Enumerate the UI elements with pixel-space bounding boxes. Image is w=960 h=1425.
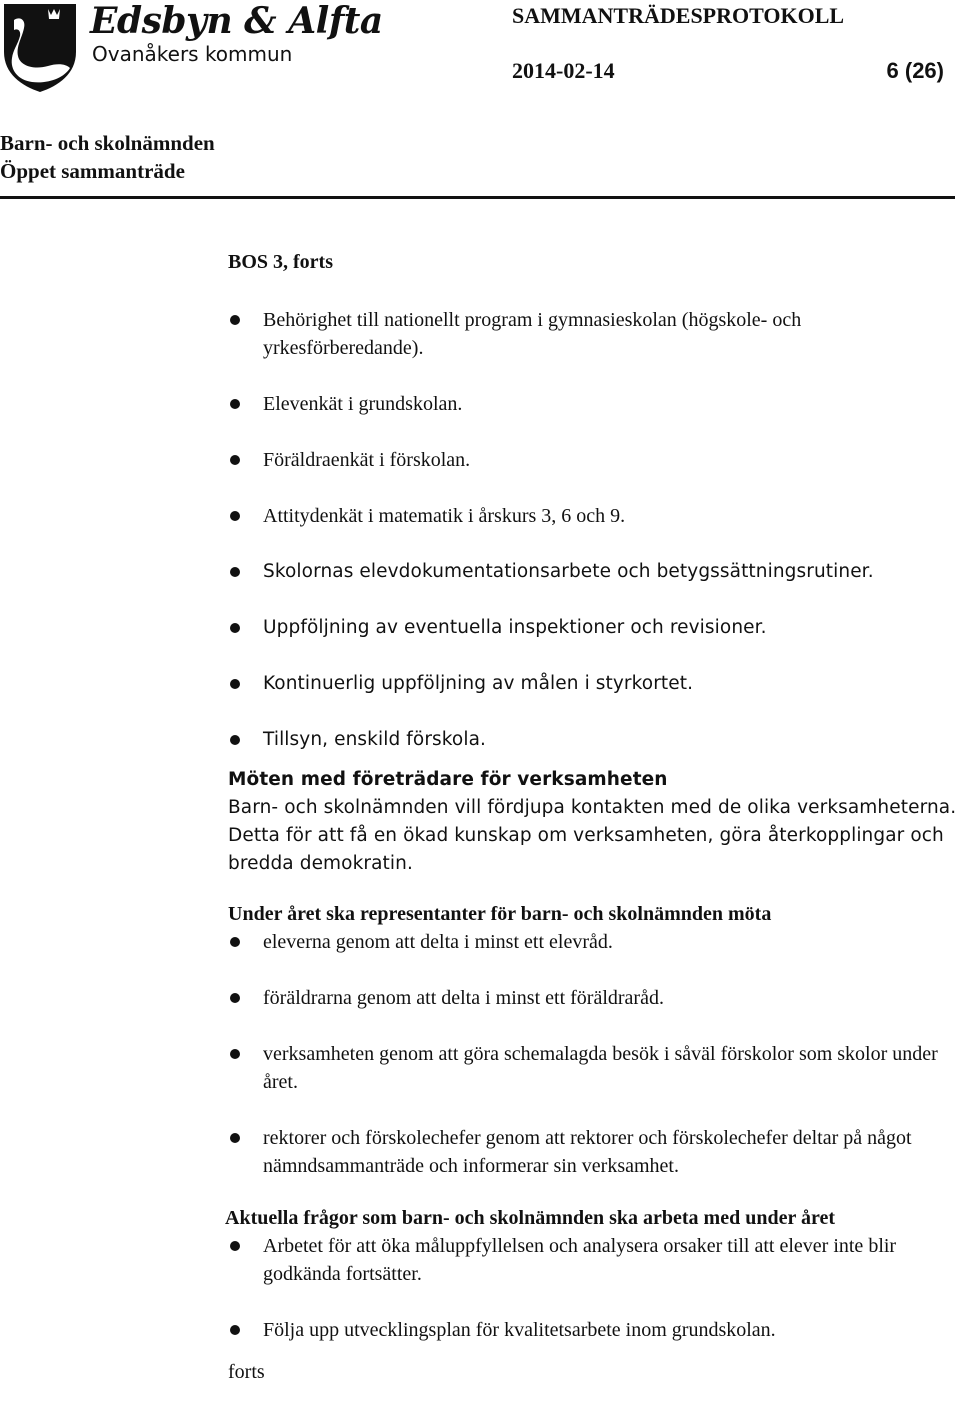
list-item: Föräldraenkät i förskolan.	[228, 446, 958, 474]
document-type: SAMMANTRÄDESPROTOKOLL	[512, 3, 845, 28]
brand-title: Edsbyn & Alfta	[90, 0, 383, 42]
list-item: Uppföljning av eventuella inspektioner och revisioner.	[228, 614, 958, 642]
current-issues-list	[228, 1232, 958, 1344]
followup-list	[228, 306, 958, 754]
list-item: Arbetet för att öka måluppfyllelsen och analysera orsaker till att elever inte blir godkända fortsätter.	[228, 1232, 958, 1288]
header-divider	[0, 196, 955, 199]
list-item: Attitydenkät i matematik i årskurs 3, 6 och 9.	[228, 502, 958, 530]
committee-name: Barn- och skolnämnden	[0, 131, 215, 155]
paragraph-meetings: Barn- och skolnämnden vill fördjupa kontakten med de olika verksamheterna. Detta för att få en ökad kunskap om verksamheten, göra återkopplingar och bredda demokratin.	[228, 797, 957, 874]
brand-subtitle: Ovanåkers kommun	[92, 42, 293, 66]
page-number: 6 (26)	[886, 58, 944, 83]
list-item: verksamheten genom att göra schemalagda besök i såväl förskolor som skolor under året.	[228, 1040, 958, 1096]
list-item: Skolornas elevdokumentationsarbete och betygssättningsrutiner.	[228, 558, 958, 586]
heading-meetings: Möten med företrädare för verksamheten	[228, 769, 668, 790]
list-item: Behörighet till nationellt program i gymnasieskolan (högskole- och yrkesförberedande).	[228, 306, 958, 362]
list-item: Elevenkät i grundskolan.	[228, 390, 958, 418]
list-item: Följa upp utvecklingsplan för kvalitetsarbete inom grundskolan.	[228, 1316, 958, 1344]
heading-current-issues: Aktuella frågor som barn- och skolnämnden ska arbeta med under året	[225, 1207, 836, 1229]
list-item: eleverna genom att delta i minst ett elevråd.	[228, 928, 958, 956]
document-date: 2014-02-14	[512, 58, 615, 83]
list-item: Kontinuerlig uppföljning av målen i styrkortet.	[228, 670, 958, 698]
continued-note: forts	[228, 1361, 265, 1383]
list-item: rektorer och förskolechefer genom att rektorer och förskolechefer deltar på något nämndsammanträde och informerar sin verksamhet.	[228, 1124, 958, 1180]
section-title: BOS 3, forts	[228, 251, 333, 273]
list-item: föräldrarna genom att delta i minst ett föräldraråd.	[228, 984, 958, 1012]
municipality-logo	[0, 0, 80, 95]
meeting-type: Öppet sammanträde	[0, 159, 185, 183]
heading-representatives: Under året ska representanter för barn- och skolnämnden möta	[228, 903, 772, 925]
swan-crest-icon	[0, 0, 80, 95]
list-item: Tillsyn, enskild förskola.	[228, 726, 958, 754]
document-body	[225, 248, 958, 1386]
representatives-list	[228, 928, 958, 1180]
